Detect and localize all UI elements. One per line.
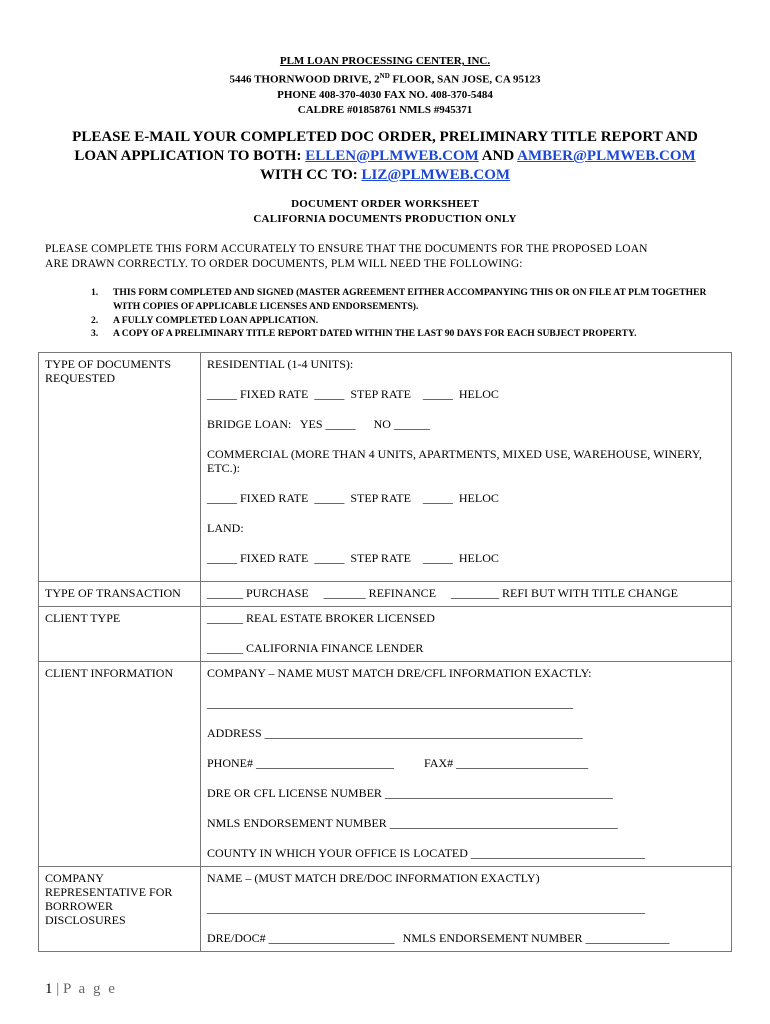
worksheet-title-line-2: CALIFORNIA DOCUMENTS PRODUCTION ONLY xyxy=(253,213,517,225)
company-address xyxy=(0,69,770,88)
transaction-cell xyxy=(201,582,732,607)
requirement-text: A FULLY COMPLETED LOAN APPLICATION. xyxy=(113,314,319,326)
representative-name-field[interactable]: _________________________________________________________________________ xyxy=(207,901,645,915)
notice-and: AND xyxy=(478,148,518,164)
land-options[interactable]: _____ FIXED RATE _____ STEP RATE _____ HELOC xyxy=(207,551,499,565)
client-type-broker[interactable]: ______ REAL ESTATE BROKER LICENSED xyxy=(207,611,435,625)
requirement-text: THIS FORM COMPLETED AND SIGNED (MASTER AGREEMENT EITHER ACCOMPANYING THIS OR ON FILE AT PLM TOGETHER WITH COPIES OF APPLICABLE LICENSES AND ENDORSEMENTS). xyxy=(113,287,707,312)
requirement-number: 1. xyxy=(91,287,99,298)
email-link-amber[interactable]: AMBER@PLMWEB.COM xyxy=(517,148,696,164)
worksheet-title xyxy=(0,197,770,227)
land-heading: LAND: xyxy=(207,521,244,535)
client-type-lender[interactable]: ______ CALIFORNIA FINANCE LENDER xyxy=(207,641,424,655)
county-field[interactable]: COUNTY IN WHICH YOUR OFFICE IS LOCATED _____________________________ xyxy=(207,846,645,860)
requirement-text: A COPY OF A PRELIMINARY TITLE REPORT DATED WITHIN THE LAST 90 DAYS FOR EACH SUBJECT PROPERTY. xyxy=(113,328,637,340)
requirements-list xyxy=(45,286,735,341)
requirement-number: 3. xyxy=(91,328,99,340)
fax-field[interactable]: FAX# ______________________ xyxy=(424,756,589,770)
notice-line-3 xyxy=(0,166,770,185)
intro-line-2: ARE DRAWN CORRECTLY. TO ORDER DOCUMENTS, PLM WILL NEED THE FOLLOWING: xyxy=(45,258,523,270)
company-name-field[interactable]: _____________________________________________________________ xyxy=(207,696,573,710)
company-name: PLM LOAN PROCESSING CENTER, INC. xyxy=(279,55,491,67)
requirement-item xyxy=(45,314,735,328)
address-part-end: FLOOR, SAN JOSE, CA 95123 xyxy=(389,73,541,86)
address-ordinal: ND xyxy=(379,72,390,80)
email-link-ellen[interactable]: ELLEN@PLMWEB.COM xyxy=(305,148,479,164)
row-label: TYPE OF DOCUMENTS REQUESTED xyxy=(39,353,201,582)
transaction-options[interactable]: ______ PURCHASE _______ REFINANCE ________ REFI BUT WITH TITLE CHANGE xyxy=(207,586,679,600)
intro-paragraph xyxy=(45,242,735,272)
row-company-representative xyxy=(39,867,732,952)
email-link-liz[interactable]: LIZ@PLMWEB.COM xyxy=(361,167,511,183)
dre-doc-field[interactable]: DRE/DOC# _____________________ xyxy=(207,931,395,945)
bridge-loan-yes[interactable]: BRIDGE LOAN: YES _____ xyxy=(207,417,356,431)
commercial-heading: COMMERCIAL (MORE THAN 4 UNITS, APARTMENTS, MIXED USE, WAREHOUSE, WINERY, ETC.): xyxy=(207,447,702,475)
order-form-table xyxy=(38,352,732,952)
bridge-loan-line[interactable] xyxy=(207,417,725,431)
rep-nmls-field[interactable]: NMLS ENDORSEMENT NUMBER ______________ xyxy=(402,931,670,945)
row-client-type xyxy=(39,607,732,662)
notice-cc-prefix: WITH CC TO: xyxy=(259,167,362,183)
license-number-field[interactable]: DRE OR CFL LICENSE NUMBER ______________________________________ xyxy=(207,786,613,800)
requirement-item xyxy=(45,327,735,341)
phone-field[interactable]: PHONE# _______________________ xyxy=(207,756,395,770)
company-name-label: COMPANY – NAME MUST MATCH DRE/CFL INFORMATION EXACTLY: xyxy=(207,666,592,680)
row-document-types xyxy=(39,353,732,582)
worksheet-title-line-1: DOCUMENT ORDER WORKSHEET xyxy=(291,198,479,210)
representative-cell xyxy=(201,867,732,952)
notice-line-2 xyxy=(0,147,770,166)
row-label: CLIENT TYPE xyxy=(39,607,201,662)
requirement-item xyxy=(45,286,735,314)
bridge-loan-no[interactable]: NO ______ xyxy=(373,417,430,431)
row-label: CLIENT INFORMATION xyxy=(39,662,201,867)
intro-line-1: PLEASE COMPLETE THIS FORM ACCURATELY TO ENSURE THAT THE DOCUMENTS FOR THE PROPOSED LOAN xyxy=(45,243,648,255)
residential-options[interactable]: _____ FIXED RATE _____ STEP RATE _____ HELOC xyxy=(207,387,499,401)
residential-heading: RESIDENTIAL (1-4 UNITS): xyxy=(207,357,354,371)
page-label: P a g e xyxy=(63,981,117,997)
footer-separator: | xyxy=(52,981,64,997)
row-label: COMPANY REPRESENTATIVE FOR BORROWER DISCLOSURES xyxy=(39,867,201,952)
client-type-cell xyxy=(201,607,732,662)
phone-fax-line xyxy=(207,756,725,770)
representative-name-label: NAME – (MUST MATCH DRE/DOC INFORMATION EXACTLY) xyxy=(207,871,540,885)
address-part: 5446 THORNWOOD DRIVE, 2 xyxy=(229,73,380,86)
client-info-cell xyxy=(201,662,732,867)
representative-ids-line xyxy=(207,931,725,945)
notice-line-1: PLEASE E-MAIL YOUR COMPLETED DOC ORDER, PRELIMINARY TITLE REPORT AND xyxy=(72,129,698,145)
row-client-information xyxy=(39,662,732,867)
row-transaction-type xyxy=(39,582,732,607)
email-notice xyxy=(0,128,770,185)
requirement-number: 2. xyxy=(91,314,99,326)
nmls-endorsement-field[interactable]: NMLS ENDORSEMENT NUMBER ______________________________________ xyxy=(207,816,618,830)
document-types-cell xyxy=(201,353,732,582)
address-field[interactable]: ADDRESS _____________________________________________________ xyxy=(207,726,583,740)
row-label: TYPE OF TRANSACTION xyxy=(39,582,201,607)
page-footer xyxy=(45,981,117,998)
company-licenses: CALDRE #01858761 NMLS #945371 xyxy=(297,103,473,116)
company-phone: PHONE 408-370-4030 FAX NO. 408-370-5484 xyxy=(277,88,493,101)
commercial-options[interactable]: _____ FIXED RATE _____ STEP RATE _____ HELOC xyxy=(207,491,499,505)
notice-prefix: LOAN APPLICATION TO BOTH: xyxy=(74,148,306,164)
company-header xyxy=(0,54,770,118)
page-number: 1 xyxy=(45,981,53,997)
